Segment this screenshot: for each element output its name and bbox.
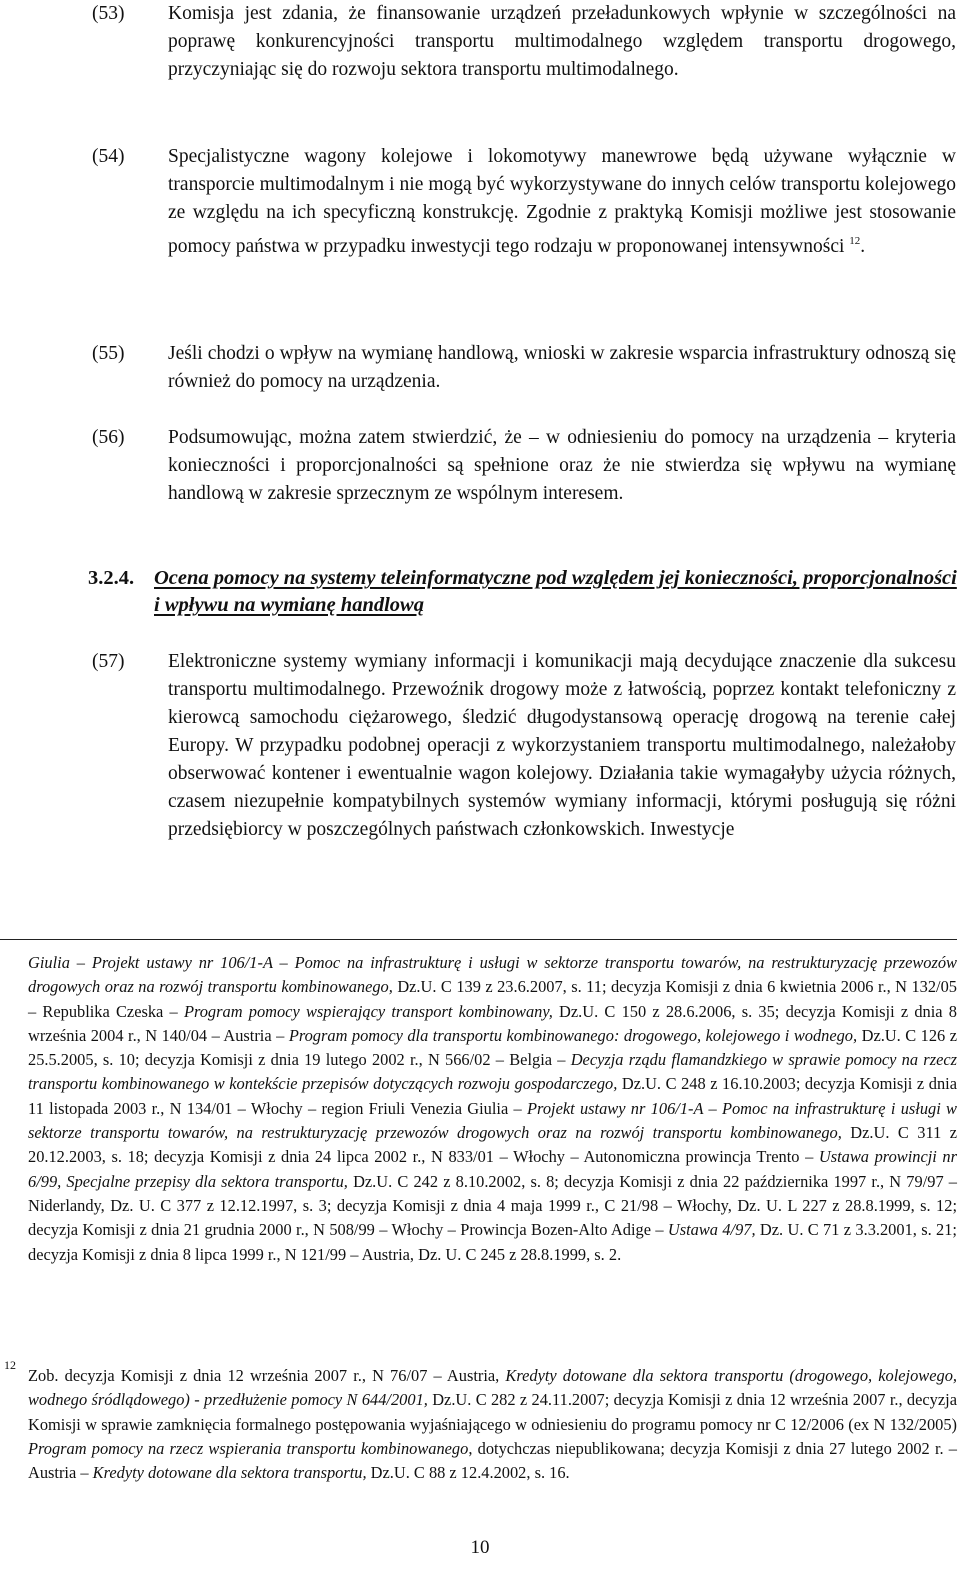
fn-seg: Kredyty dotowane dla sektora transportu, [92, 1463, 367, 1483]
footnote-12-mark: 12 [4, 1358, 16, 1372]
paragraph-number: (54) [92, 146, 125, 167]
fn-seg: Dz.U. C 139 z 23.6.2007, s. 11; decyzja Komisji z dnia 6 kwietnia 2006 r., N 132/05 – Republika Czeska – [28, 977, 957, 1021]
paragraph-text: Podsumowując, można zatem stwierdzić, że – w odniesieniu do pomocy na urządzenia – kryteria konieczności i proporcjonalności są spełnione oraz że nie stwierdza się wpływu na wymianę handlową w zakresie sprzecznym ze wspólnym interesem. [168, 427, 956, 504]
page-number: 10 [470, 1537, 490, 1558]
fn-seg: Giulia – Projekt ustawy nr 106/1-A – Pomoc na infrastrukturę i usługi w sektorze transportu towarów, na restrukturyzację przewozów drogowych oraz na rozwój transportu kombinowanego, [28, 953, 957, 997]
paragraph-number: (53) [92, 3, 125, 24]
paragraph-57 [86, 648, 956, 844]
paragraph-53 [86, 0, 956, 84]
fn-seg: Program pomocy na rzecz wspierania transportu kombinowanego [28, 1438, 469, 1458]
footnote-12 [28, 1364, 957, 1485]
paragraph-number: (57) [92, 651, 125, 672]
fn-seg: Decyzja rządu flamandzkiego w sprawie pomocy na rzecz transportu kombinowanego w kontekście przepisów dotyczących rozwoju gospodarczego, [28, 1050, 957, 1094]
fn-seg: Program pomocy dla transportu kombinowanego: drogowego, kolejowego i wodnego, [288, 1025, 858, 1045]
paragraph-end: . [860, 236, 866, 257]
fn-seg: Zob. decyzja Komisji z dnia 12 września 2007 r., N 76/07 – Austria, [28, 1366, 506, 1385]
paragraph-number: (56) [92, 427, 125, 448]
paragraph-54 [86, 143, 956, 261]
fn-seg: Kredyty dotowane dla sektora transportu (drogowego, kolejowego, wodnego śródlądowego) - przedłużenie pomocy N 644/2001, [28, 1366, 957, 1410]
fn-seg: Dz.U. C 150 z 28.6.2006, s. 35; decyzja Komisji z dnia 8 września 2004 r., N 140/04 – Austria – [28, 1001, 957, 1045]
fn-seg: Dz. U. C 71 z 3.3.2001, s. 21; decyzja Komisji z dnia 8 lipca 1999 r., N 121/99 – Austria, Dz. U. C 245 z 28.8.1999, s. 2. [28, 1220, 957, 1264]
paragraph-number: (55) [92, 343, 125, 364]
fn-seg: Dz.U. C 282 z 24.11.2007; decyzja Komisji z dnia 12 września 2007 r., decyzja Komisji w sprawie zamknięcia formalnego postępowania wyjaśniającego w odniesieniu do programu pomocy nr C 12/2006 (ex N 132/2005) [28, 1390, 957, 1434]
section-heading [88, 565, 960, 619]
fn-seg: Program pomocy wspierający transport kombinowany, [183, 1001, 553, 1021]
paragraph-text: Jeśli chodzi o wpływ na wymianę handlową, wnioski w zakresie wsparcia infrastruktury odnoszą się również do pomocy na urządzenia. [168, 343, 956, 392]
footnote-separator [0, 939, 957, 940]
footnote-ref-12[interactable]: 12 [849, 235, 861, 247]
section-number: 3.2.4. [88, 567, 135, 589]
fn-seg: Dz.U. C 248 z 16.10.2003; decyzja Komisji z dnia 11 listopada 2003 r., N 134/01 – Włochy – region Friuli Venezia Giulia – [28, 1074, 957, 1118]
section-title: Ocena pomocy na systemy teleinformatyczne pod względem jej konieczności, proporcjonalności i wpływu na wymianę handlową [154, 567, 957, 616]
paragraph-body: Specjalistyczne wagony kolejowe i lokomotywy manewrowe będą używane wyłącznie w transporcie multimodalnym i nie mogą być wykorzystywane do innych celów transportu kolejowego ze względu na ich specyficzną konstrukcję. Zgodnie z praktyką Komisji możliwe jest stosowanie pomocy państwa w przypadku inwestycji tego rodzaju w proponowanej intensywności [168, 146, 956, 257]
fn-seg: Dz.U. C 88 z 12.4.2002, s. 16. [366, 1463, 570, 1483]
paragraph-55 [86, 340, 956, 396]
paragraph-56 [86, 424, 956, 508]
fn-seg: Dz.U. C 126 z 25.5.2005, s. 10; decyzja Komisji z dnia 19 lutego 2002 r., N 566/02 – Belgia – [28, 1025, 958, 1070]
paragraph-text: Elektroniczne systemy wymiany informacji i komunikacji mają decydujące znaczenie dla sukcesu transportu multimodalnego. Przewoźnik drogowy może z łatwością, poprzez kontakt telefoniczny z kierowcą samochodu ciężarowego, śledzić długodystansową operację drogową na terenie całej Europy. W przypadku podobnej operacji z wykorzystaniem transportu multimodalnego, należałoby obserwować kontener i ewentualnie wagon kolejowy. Działania takie wymagałyby użycia różnych, czasem niezupełnie kompatybilnych systemów wymiany informacji, którymi posługują się różni przedsiębiorcy w poszczególnych państwach członkowskich. Inwestycje [168, 651, 956, 840]
footnote-continued [28, 951, 957, 1267]
fn-seg: Projekt ustawy nr 106/1-A – Pomoc na infrastrukturę i usługi w sektorze transportu towarów, na restrukturyzację przewozów drogowych oraz na rozwój transportu kombinowanego, [28, 1098, 957, 1143]
fn-seg: Dz.U. C 242 z 8.10.2002, s. 8; decyzja Komisji z dnia 22 października 1997 r., N 79/97 – Niderlandy, Dz. U. C 377 z 12.12.1997, s. 3; decyzja Komisji z dnia 4 maja 1999 r., C 21/98 – Włochy, Dz. U. L 227 z 28.8.1999, s. 12; decyzja Komisji z dnia 21 grudnia 2000 r., N 508/99 – Włochy – Prowincja Bozen-Alto Adige – [28, 1171, 957, 1240]
fn-seg: Ustawa prowincji nr 6/99, Specjalne przepisy dla sektora transportu, [28, 1147, 957, 1191]
paragraph-text [168, 143, 956, 261]
fn-seg: Dz.U. C 311 z 20.12.2003, s. 18; decyzja Komisji z dnia 24 lipca 2002 r., N 833/01 – Włochy – Autonomiczna prowincja Trento – [28, 1123, 957, 1167]
paragraph-text: Komisja jest zdania, że finansowanie urządzeń przeładunkowych wpłynie w szczególności na poprawę konkurencyjności transportu multimodalnego względem transportu drogowego, przyczyniając się do rozwoju sektora transportu multimodalnego. [168, 3, 956, 80]
fn-seg: , dotychczas niepublikowana; decyzja Komisji z dnia 27 lutego 2002 r. – Austria – [28, 1438, 957, 1483]
fn-seg: Ustawa 4/97, [667, 1220, 756, 1240]
